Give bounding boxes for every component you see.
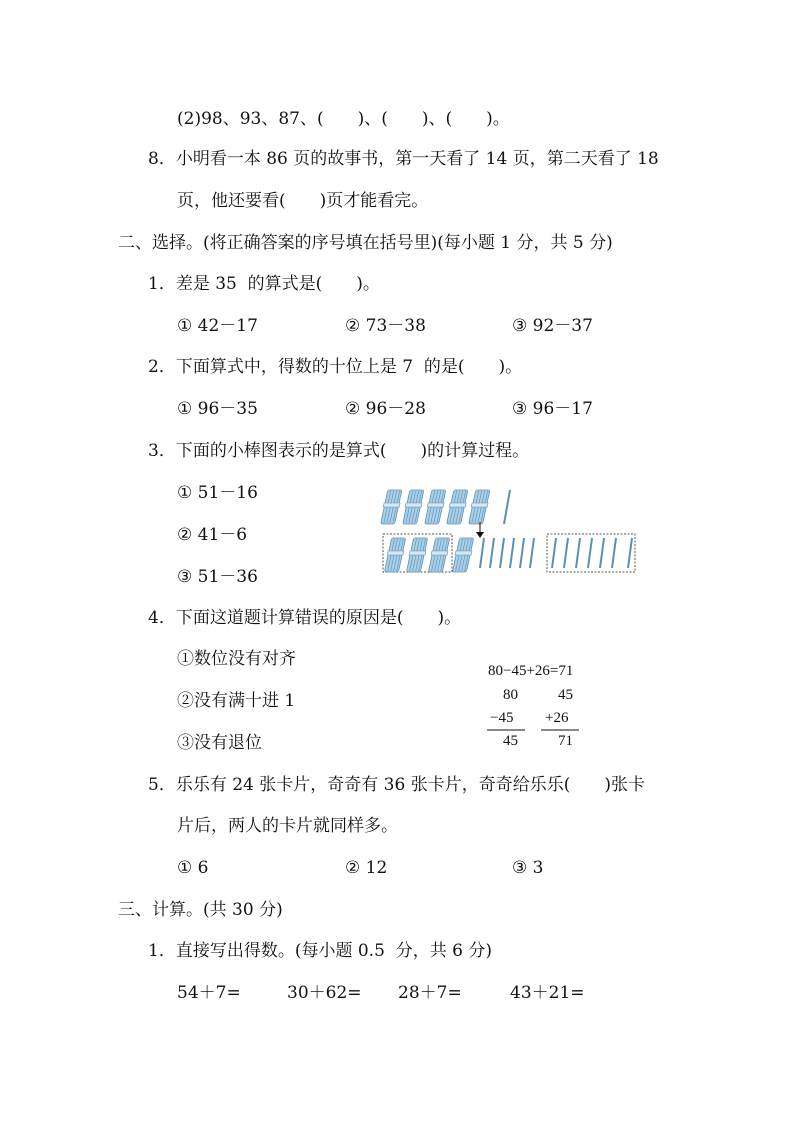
calc-item-3[interactable]: 28＋7= <box>398 983 462 1003</box>
top-single-stick <box>504 490 510 524</box>
q8-line2: 页，他还要看( )页才能看完。 <box>177 191 429 211</box>
stick-diagram <box>380 480 650 580</box>
q3-option-3[interactable]: ③ 51－36 <box>177 567 258 587</box>
q5-option-1[interactable]: ① 6 <box>177 858 209 878</box>
choice-q3: 3．下面的小棒图表示的是算式( )的计算过程。 <box>148 441 530 461</box>
calc-left-top: 80 <box>503 687 518 703</box>
q4-option-1[interactable]: ①数位没有对齐 <box>177 649 296 669</box>
q1-option-2[interactable]: ② 73－38 <box>345 316 426 336</box>
bottom-bundles <box>383 538 474 572</box>
top-bundles <box>380 490 491 524</box>
calc-item-1[interactable]: 54＋7= <box>177 983 241 1003</box>
calc-item-2[interactable]: 30＋62= <box>287 983 362 1003</box>
q4-option-3[interactable]: ③没有退位 <box>177 733 262 753</box>
calc-right-top: 45 <box>558 687 573 703</box>
q2-option-3[interactable]: ③ 96－17 <box>512 399 593 419</box>
calc-lines <box>485 727 605 733</box>
q5-option-2[interactable]: ② 12 <box>345 858 388 878</box>
calc-item-4[interactable]: 43＋21= <box>510 983 585 1003</box>
calc-equation: 80−45+26=71 <box>488 663 574 679</box>
arrow-head <box>476 532 484 538</box>
choice-q5-line1: 5．乐乐有 24 张卡片，奇奇有 36 张卡片，奇奇给乐乐( )张卡 <box>148 775 645 795</box>
q1-option-3[interactable]: ③ 92－37 <box>512 316 593 336</box>
section-2-title: 二、选择。(将正确答案的序号填在括号里)(每小题 1 分，共 5 分) <box>118 233 613 253</box>
calc-q1: 1．直接写出得数。(每小题 0.5 分，共 6 分) <box>148 941 492 961</box>
q3-option-1[interactable]: ① 51－16 <box>177 483 258 503</box>
calc-left-op: −45 <box>490 710 514 726</box>
calc-right-op: +26 <box>545 710 569 726</box>
choice-q4: 4．下面这道题计算错误的原因是( )。 <box>148 608 462 628</box>
calc-right-result: 71 <box>558 733 573 749</box>
q1-option-1[interactable]: ① 42－17 <box>177 316 258 336</box>
choice-q2: 2．下面算式中，得数的十位上是 7 的是( )。 <box>148 357 523 377</box>
calc-left-result: 45 <box>503 733 518 749</box>
choice-q1: 1．差是 35 的算式是( )。 <box>148 274 380 294</box>
section-3-title: 三、计算。(共 30 分) <box>118 900 283 920</box>
q5-option-3[interactable]: ③ 3 <box>512 858 544 878</box>
choice-q5-line2: 片后，两人的卡片就同样多。 <box>177 816 398 836</box>
q2-option-2[interactable]: ② 96－28 <box>345 399 426 419</box>
q8-line1: 8．小明看一本 86 页的故事书，第一天看了 14 页，第二天看了 18 <box>148 149 659 169</box>
q3-option-2[interactable]: ② 41－6 <box>177 525 248 545</box>
q4-option-2[interactable]: ②没有满十进 1 <box>177 691 296 711</box>
q2-option-1[interactable]: ① 96－35 <box>177 399 258 419</box>
q7-part2: (2)98、93、87、( )、( )、( )。 <box>177 109 510 129</box>
loose-sticks <box>480 538 632 568</box>
